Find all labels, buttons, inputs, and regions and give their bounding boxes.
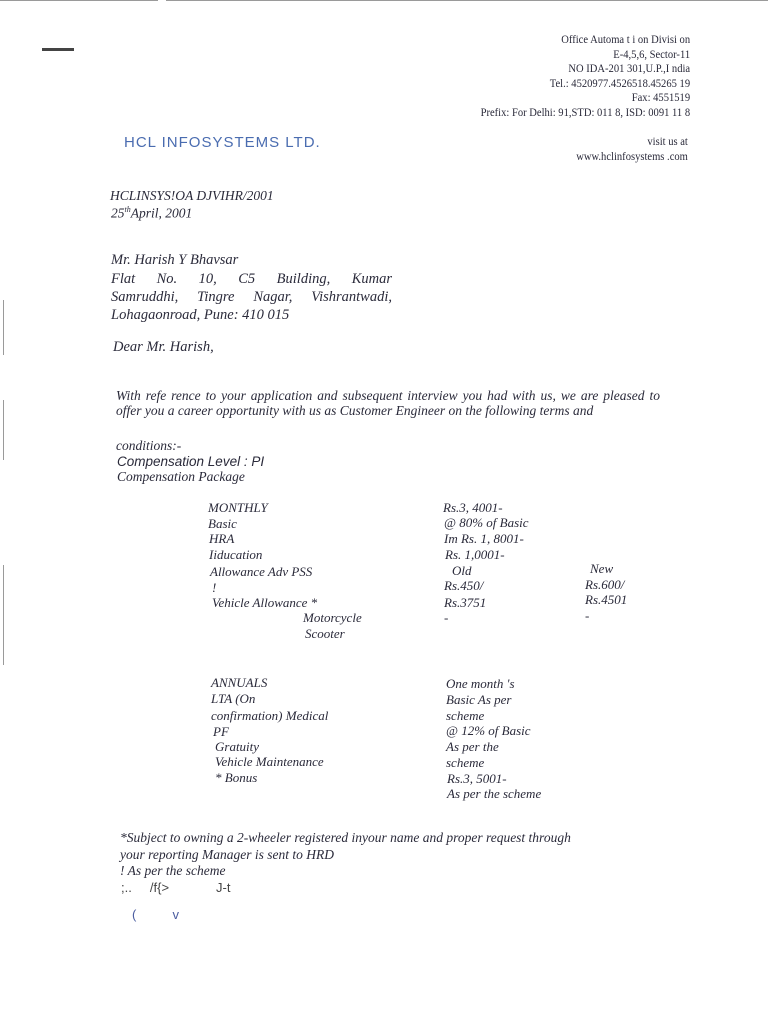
annuals-label: PF xyxy=(213,724,229,739)
new-value: Rs.600/ xyxy=(585,577,625,592)
address-block xyxy=(111,270,392,324)
monthly-label: Allowance Adv PSS xyxy=(210,564,313,579)
monthly-value: Rs.3, 4001- xyxy=(443,500,503,515)
annuals-label: LTA (On xyxy=(211,691,256,706)
annuals-heading: ANNUALS xyxy=(211,675,268,690)
address-line: Flat No. 10, C5 Building, Kumar xyxy=(111,271,392,287)
office-line: Prefix: For Delhi: 91,STD: 011 8, ISD: 0091 11 8 xyxy=(480,104,690,119)
top-rule-gap xyxy=(158,0,166,2)
monthly-value: Old xyxy=(452,563,472,578)
monthly-value: Im Rs. 1, 8001- xyxy=(444,531,524,546)
monthly-label: ! xyxy=(212,580,217,595)
top-rule xyxy=(0,0,768,1)
footnote-line: ! As per the scheme xyxy=(120,863,226,878)
monthly-label: Basic xyxy=(208,516,237,531)
annuals-label: * Bonus xyxy=(215,770,258,785)
annuals-value: scheme xyxy=(446,755,485,770)
annuals-value: As per the scheme xyxy=(447,786,542,801)
visit-block xyxy=(576,134,688,164)
margin-dash-mark xyxy=(42,48,74,51)
office-line: E-4,5,6, Sector-11 xyxy=(613,46,690,61)
address-line: Lohagaonroad, Pune: 410 015 xyxy=(111,307,290,323)
handwritten-marks: ;.. /f{> J-t xyxy=(121,880,231,895)
reference-number: HCLINSYS!OA DJVIHR/2001 xyxy=(110,188,274,203)
office-line: Office Automa t i on Divisi on xyxy=(561,32,690,46)
scan-edge-mark xyxy=(3,400,4,460)
addressee-name: Mr. Harish Y Bhavsar xyxy=(111,252,239,268)
footnote-line: *Subject to owning a 2-wheeler registered inyour name and proper request through xyxy=(120,830,571,845)
address-line: Samruddhi, Tingre Nagar, Vishrantwadi, xyxy=(111,289,392,305)
scan-edge-mark xyxy=(3,565,4,665)
annuals-value: Rs.3, 5001- xyxy=(447,771,507,786)
annuals-label: Vehicle Maintenance xyxy=(215,754,324,769)
date-day: 25 xyxy=(111,205,125,221)
annuals-label: confirmation) Medical xyxy=(211,708,329,723)
compensation-package-label: Compensation Package xyxy=(117,469,245,484)
date-rest: April, 2001 xyxy=(130,205,193,221)
body-paragraph: With refe rence to your application and subsequent interview you had with us, we are pleased to offer you a career opportunity with us as Customer Engineer on the following terms and xyxy=(116,388,660,418)
office-address-block xyxy=(480,32,690,119)
company-name: HCL INFOSYSTEMS LTD. xyxy=(124,134,321,151)
scan-edge-mark xyxy=(3,300,4,355)
office-line: Tel.: 4520977.4526518.45265 19 xyxy=(549,75,690,90)
monthly-label: HRA xyxy=(209,531,235,546)
monthly-value: Rs. 1,0001- xyxy=(445,547,505,562)
date-suffix: th xyxy=(124,205,131,214)
monthly-sub-label: Scooter xyxy=(305,626,345,641)
monthly-heading: MONTHLY xyxy=(208,500,268,515)
new-value: New xyxy=(590,561,614,576)
office-line: NO IDA-201 301,U.P.,I ndia xyxy=(568,61,690,75)
footnotes xyxy=(120,830,571,880)
monthly-sub-label: Motorcycle xyxy=(303,610,362,625)
monthly-label: Iiducation xyxy=(209,547,263,562)
annuals-value: @ 12% of Basic xyxy=(446,723,531,738)
website-link[interactable]: www.hclinfosystems .com xyxy=(576,149,688,163)
handwritten-marks: ( v xyxy=(132,907,179,922)
monthly-value: @ 80% of Basic xyxy=(444,515,529,530)
annuals-label: Gratuity xyxy=(215,739,260,754)
compensation-level: Compensation Level : PI xyxy=(117,454,265,469)
annuals-value: Basic As per xyxy=(446,692,512,707)
annuals-value: One month 's xyxy=(446,676,515,691)
salutation: Dear Mr. Harish, xyxy=(113,339,214,355)
monthly-label: Vehicle Allowance * xyxy=(212,595,318,610)
annuals-value: As per the xyxy=(446,739,499,754)
visit-label: visit us at xyxy=(647,134,688,148)
new-value: Rs.4501 xyxy=(585,592,628,607)
office-line: Fax: 4551519 xyxy=(631,90,690,104)
footnote-line: your reporting Manager is sent to HRD xyxy=(120,846,334,862)
monthly-value: Rs.3751 xyxy=(444,595,487,610)
monthly-value: Rs.450/ xyxy=(444,578,484,593)
conditions-label: conditions:- xyxy=(116,438,182,453)
new-value: - xyxy=(585,608,590,623)
monthly-value: - xyxy=(444,610,449,625)
letter-date xyxy=(111,205,192,222)
annuals-value: scheme xyxy=(446,708,485,723)
